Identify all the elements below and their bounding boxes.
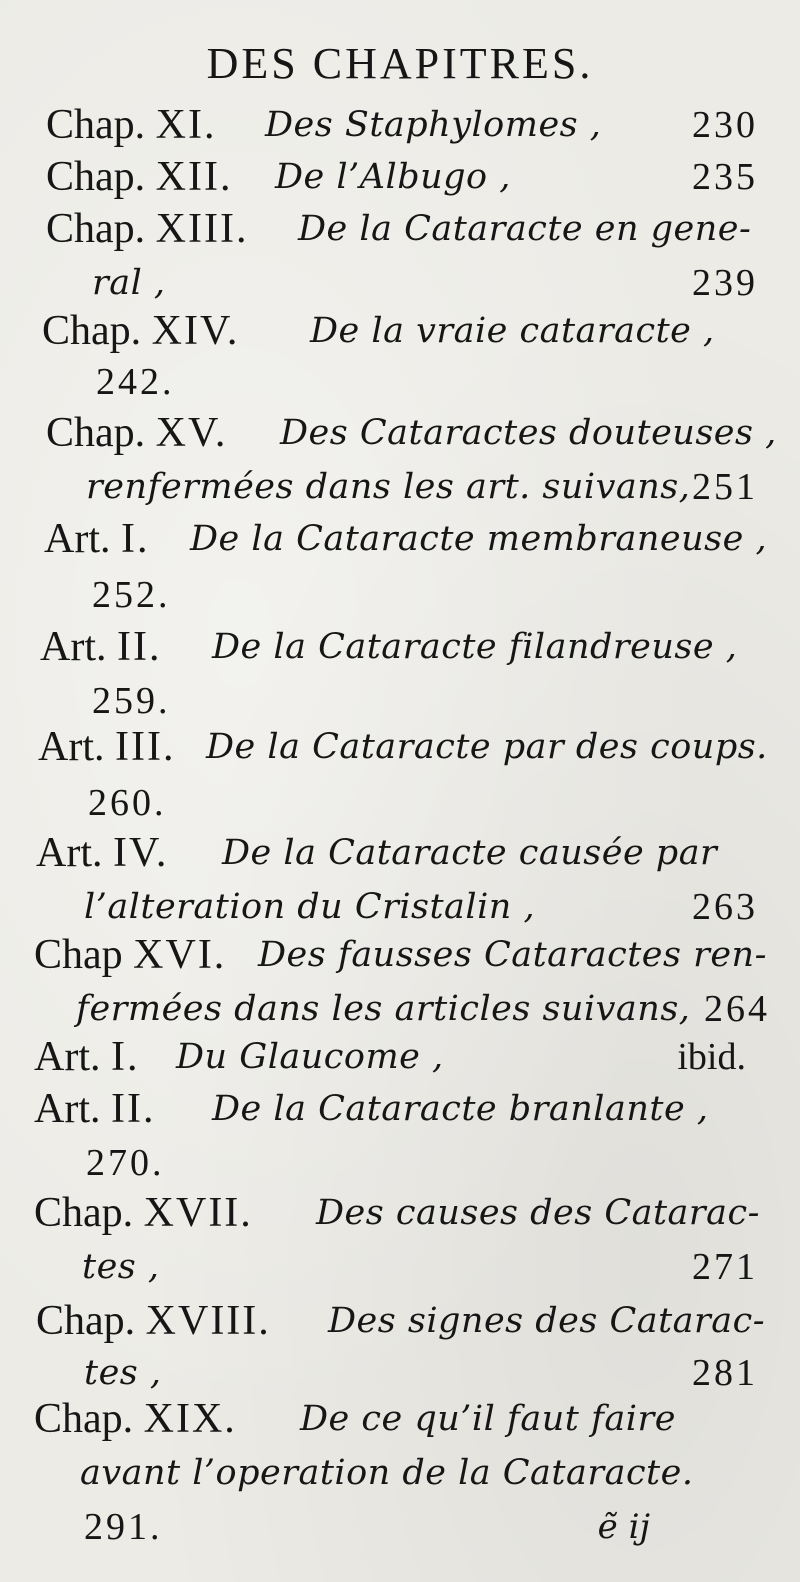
page-number: 235	[692, 156, 758, 198]
toc-entry-continuation	[0, 258, 800, 308]
toc-entry-continuation	[0, 1348, 800, 1398]
entry-title: De la Cataracte par des coups.	[206, 727, 768, 767]
entry-label: Art.	[36, 830, 103, 876]
page-number: 281	[692, 1352, 758, 1394]
toc-entry	[0, 930, 800, 980]
page-number: 252.	[92, 574, 171, 616]
page-number: 270.	[86, 1142, 165, 1184]
entry-label: Art.	[34, 1086, 101, 1132]
page-number: 271	[692, 1246, 758, 1288]
toc-entry-continuation	[0, 1138, 800, 1188]
chapter-number: XIX.	[143, 1396, 237, 1442]
article-number: II.	[117, 624, 162, 670]
page-number: 251	[692, 466, 758, 508]
running-head: DES CHAPITRES.	[206, 39, 594, 88]
chapter-number: XII.	[155, 154, 233, 200]
entry-label: Art.	[38, 724, 105, 770]
chapter-number: XV.	[155, 410, 228, 456]
toc-entry	[0, 1032, 800, 1082]
entry-label: Chap.	[46, 410, 146, 456]
entry-title-continued: l’alteration du Cristalin ,	[84, 887, 536, 927]
toc-entry	[0, 828, 800, 878]
article-number: I.	[121, 516, 150, 562]
toc-entry	[0, 722, 800, 772]
toc-entry	[0, 100, 800, 150]
page-number: 242.	[96, 361, 175, 403]
chapter-number: XIII.	[155, 206, 249, 252]
signature-mark: ẽ ij	[597, 1507, 650, 1547]
toc-entry-continuation	[0, 462, 800, 512]
toc-entry-continuation	[0, 778, 800, 828]
entry-label: Chap.	[36, 1298, 136, 1344]
entry-title-continued: fermées dans les articles suivans,	[76, 989, 691, 1029]
page-number: ibid.	[677, 1036, 746, 1078]
article-number: III.	[115, 724, 176, 770]
toc-entry	[0, 1394, 800, 1444]
entry-title: Des signes des Catarac-	[328, 1301, 766, 1341]
article-number: I.	[111, 1034, 140, 1080]
entry-title-continued: ral ,	[92, 263, 166, 303]
entry-title: De la Cataracte membraneuse ,	[190, 519, 768, 559]
toc-entry-continuation	[0, 570, 800, 620]
toc-entry	[0, 152, 800, 202]
entry-label: Chap.	[46, 154, 146, 200]
chapter-number: XIV.	[151, 308, 240, 354]
entry-label: Chap.	[34, 1190, 134, 1236]
chapter-number: XVI.	[133, 932, 227, 978]
entry-title-continued: renfermées dans les art. suivans,	[86, 467, 691, 507]
entry-label: Chap.	[46, 206, 146, 252]
entry-label: Chap.	[42, 308, 142, 354]
toc-entry	[0, 1296, 800, 1346]
toc-entry-continuation	[0, 676, 800, 726]
toc-entry-continuation	[0, 1242, 800, 1292]
chapter-number: XVIII.	[145, 1298, 271, 1344]
toc-entry	[0, 514, 800, 564]
entry-title: De ce qu’il faut faire	[300, 1399, 676, 1439]
entry-title: De la vraie cataracte ,	[310, 311, 715, 351]
entry-title: De l’Albugo ,	[275, 157, 511, 197]
article-number: IV.	[113, 830, 169, 876]
entry-title: Des causes des Catarac-	[316, 1193, 760, 1233]
toc-entry-continuation	[0, 1502, 800, 1552]
page-number: 239	[692, 262, 758, 304]
entry-title: De la Cataracte causée par	[222, 833, 718, 873]
entry-title-continued: avant l’operation de la Cataracte.	[80, 1453, 694, 1493]
entry-title: De la Cataracte branlante ,	[212, 1089, 709, 1129]
page-number: 259.	[92, 680, 171, 722]
entry-title: Des fausses Cataractes ren-	[258, 935, 767, 975]
entry-label: Chap.	[46, 102, 146, 148]
entry-title-continued: tes ,	[84, 1353, 162, 1393]
toc-entry-continuation	[0, 1448, 800, 1498]
chapter-number: XI.	[155, 102, 217, 148]
toc-entry-continuation	[0, 357, 800, 407]
entry-title-continued: tes ,	[82, 1247, 160, 1287]
page-number: 260.	[88, 782, 167, 824]
entry-title: Du Glaucome ,	[176, 1037, 444, 1077]
article-number: II.	[111, 1086, 156, 1132]
page-number: 230	[692, 104, 758, 146]
toc-entry	[0, 306, 800, 356]
entry-label: Art.	[44, 516, 111, 562]
toc-entry	[0, 204, 800, 254]
entry-title: De la Cataracte en gene-	[298, 209, 752, 249]
toc-entry	[0, 622, 800, 672]
toc-entry	[0, 1188, 800, 1238]
entry-label: Art.	[40, 624, 107, 670]
page-number: 264	[704, 988, 770, 1030]
toc-entry-continuation	[0, 984, 800, 1034]
entry-label: Chap	[34, 932, 123, 978]
page-number: 263	[692, 886, 758, 928]
page-number: 291.	[84, 1506, 163, 1548]
chapter-number: XVII.	[143, 1190, 253, 1236]
entry-title: Des Cataractes douteuses ,	[280, 413, 777, 453]
entry-title: De la Cataracte filandreuse ,	[212, 627, 738, 667]
toc-entry	[0, 408, 800, 458]
toc-entry-continuation	[0, 882, 800, 932]
entry-label: Chap.	[34, 1396, 134, 1442]
entry-label: Art.	[34, 1034, 101, 1080]
toc-entry	[0, 1084, 800, 1134]
entry-title: Des Staphylomes ,	[265, 105, 602, 145]
